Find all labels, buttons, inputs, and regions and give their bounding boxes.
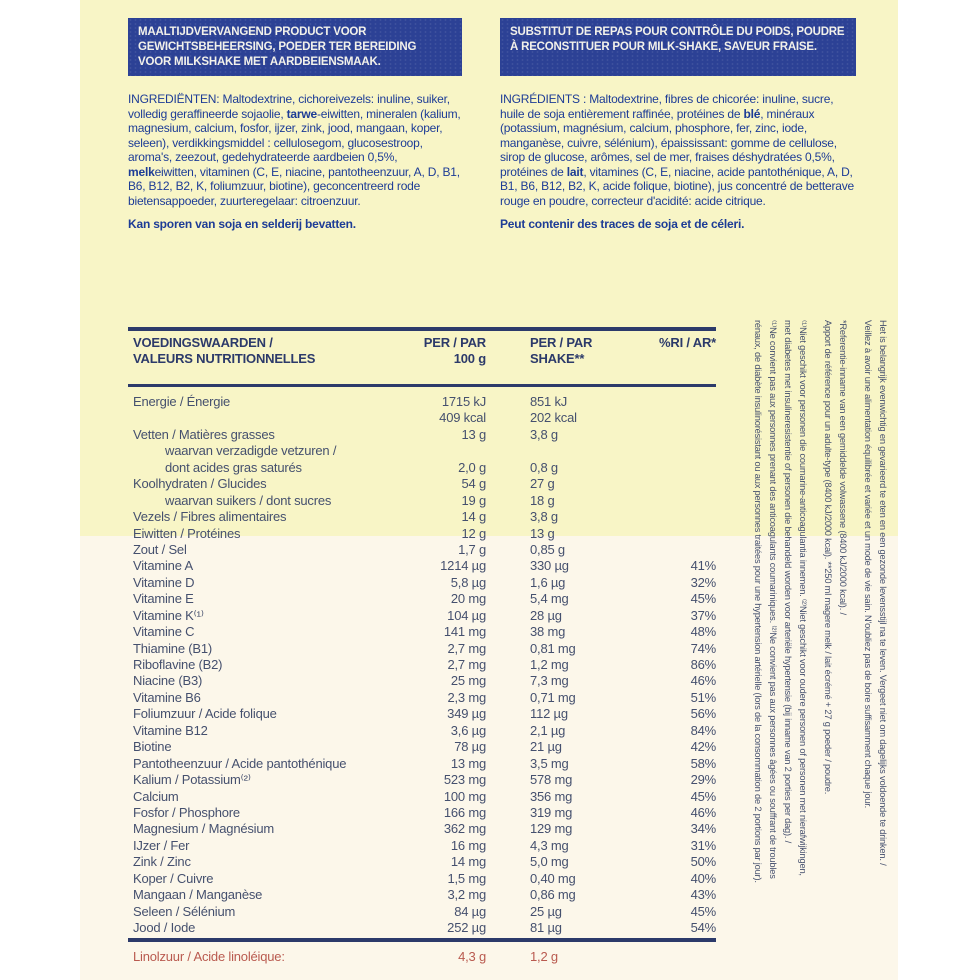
table-cell-lab: Vitamine B6 bbox=[133, 689, 201, 705]
table-cell-vri: 37% bbox=[690, 607, 716, 623]
table-row bbox=[128, 443, 716, 459]
table-cell-lab: Foliumzuur / Acide folique bbox=[133, 706, 277, 722]
table-title-nl: VOEDINGSWAARDEN / bbox=[133, 335, 273, 350]
table-cell-vri bbox=[128, 394, 716, 410]
table-cell-lab: Jood / Iode bbox=[133, 920, 196, 935]
table-cell-vri: 74% bbox=[690, 640, 716, 656]
side-note-line: Apport de référence pour un adulte-type (8400 kJ/2000 kcal). **250 ml magere melk / lait écrémé + 27 g poeder / poudre. bbox=[823, 320, 833, 795]
table-cell-vshk: 0,81 mg bbox=[530, 640, 576, 656]
table-row bbox=[128, 920, 716, 936]
table-cell-vri: 32% bbox=[690, 574, 716, 590]
table-cell-vshk: 27 g bbox=[530, 476, 555, 492]
table-cell-lab: Niacine (B3) bbox=[133, 673, 203, 689]
table-cell-lab: Vitamine E bbox=[133, 591, 194, 607]
ingredients-nl bbox=[128, 92, 466, 232]
table-cell-v100: 2,7 mg bbox=[447, 657, 486, 672]
ingredients-fr-text: INGRÉDIENTS : Maltodextrine, fibres de chicorée: inuline, sucre, huile de soja entièrement raffinée, protéines de blé, minéraux (potassium, magnésium, calcium, phosphore, fer, zinc, iode, manganèse, cuivre, sélénium), épaississant: gomme de cellulose, sirop de glucose, arômes, sel de mer, fraises déshydratées 0,5%, protéines de lait, vitamines (C, E, niacine, acide pantothénique, A, D, B1, B6, B12, B2, K, acide folique, biotine), jus concentré de betterave rouge en poudre, correcteur d'acidité: acide citrique. bbox=[500, 92, 855, 208]
table-cell-lab: Vitamine K⁽¹⁾ bbox=[133, 607, 204, 623]
table-cell-vshk: 7,3 mg bbox=[530, 673, 569, 689]
table-cell-lab: Vitamine D bbox=[133, 574, 195, 590]
column-header-ri: %RI / AR* bbox=[659, 335, 716, 350]
table-cell-vri bbox=[128, 460, 716, 476]
table-cell-vri: 34% bbox=[690, 821, 716, 837]
table-row bbox=[128, 394, 716, 410]
table-cell-vshk: 1,2 mg bbox=[530, 657, 569, 672]
table-row bbox=[128, 706, 716, 722]
table-row bbox=[128, 673, 716, 689]
table-cell-v100: 104 µg bbox=[447, 607, 486, 623]
table-cell-vshk: 202 kcal bbox=[530, 410, 577, 426]
table-row bbox=[128, 887, 716, 903]
table-cell-vri: 48% bbox=[690, 624, 716, 640]
table-row bbox=[128, 509, 716, 525]
claim-box-nl: MAALTIJDVERVANGEND PRODUCT VOOR GEWICHTSBEHEERSING, POEDER TER BEREIDING VOOR MILKSHAKE MET AARDBEIENSMAAK. bbox=[128, 18, 462, 76]
table-cell-lab: Fosfor / Phosphore bbox=[133, 804, 240, 820]
table-cell-lab: Thiamine (B1) bbox=[133, 640, 213, 656]
table-cell-vri: 45% bbox=[690, 788, 716, 804]
table-cell-vshk: 3,8 g bbox=[530, 509, 558, 525]
table-cell-vri: 84% bbox=[690, 722, 716, 738]
table-row bbox=[128, 493, 716, 509]
table-cell-lab: Zout / Sel bbox=[133, 541, 187, 557]
table-rule-middle bbox=[128, 384, 716, 387]
table-cell-vri: 54% bbox=[690, 920, 716, 935]
table-row bbox=[128, 756, 716, 772]
table-cell-vri: 46% bbox=[690, 804, 716, 820]
allergen-nl: Kan sporen van soja en selderij bevatten. bbox=[128, 217, 356, 231]
side-note-line: met diabetes met insulineresistentie of personen die behandeld worden voor arteriële hypertensie (bij inname van 2 porties per dag). / bbox=[783, 320, 793, 844]
table-cell-vri: 41% bbox=[690, 558, 716, 574]
table-cell-vri: 40% bbox=[690, 870, 716, 886]
table-rule-top bbox=[128, 327, 716, 331]
table-row bbox=[128, 871, 716, 887]
table-cell-vri bbox=[128, 410, 716, 426]
side-note-line: *Referentie-inname van een gemiddelde volwassene (8400 kJ/2000 kcal). / bbox=[838, 320, 848, 615]
table-cell-vshk: 5,4 mg bbox=[530, 591, 569, 607]
table-cell-lab: Vitamine B12 bbox=[133, 722, 208, 738]
table-cell-v100: 362 mg bbox=[443, 821, 486, 837]
table-cell-vshk: 112 µg bbox=[530, 706, 568, 722]
table-cell-lab: Mangaan / Manganèse bbox=[133, 887, 263, 903]
table-row bbox=[128, 575, 716, 591]
table-row bbox=[128, 838, 716, 854]
table-cell-vshk: 3,8 g bbox=[530, 426, 558, 442]
table-row bbox=[128, 558, 716, 574]
table-cell-lab: Energie / Énergie bbox=[133, 394, 231, 409]
table-cell-vri: 45% bbox=[690, 903, 716, 919]
table-cell-lab: Koolhydraten / Glucides bbox=[133, 476, 267, 492]
table-cell-vri: 45% bbox=[690, 591, 716, 607]
table-cell-vshk: 129 mg bbox=[530, 821, 573, 837]
table-cell-vshk: 38 mg bbox=[530, 624, 566, 640]
table-cell-v100: 14 g bbox=[461, 509, 486, 525]
table-cell-lab: dont acides gras saturés bbox=[165, 459, 302, 475]
table-cell-v100: 166 mg bbox=[443, 804, 486, 820]
table-row bbox=[128, 410, 716, 426]
table-cell-v100: 1214 µg bbox=[440, 558, 486, 574]
table-cell-v100: 1715 kJ bbox=[441, 394, 486, 409]
table-row bbox=[128, 657, 716, 673]
table-cell-vshk: 81 µg bbox=[530, 920, 562, 935]
table-cell-vri: 42% bbox=[690, 739, 716, 755]
shake-line2: SHAKE** bbox=[530, 351, 585, 366]
table-cell-v100: 349 µg bbox=[447, 706, 486, 722]
table-cell-lab: Magnesium / Magnésium bbox=[133, 821, 275, 837]
table-cell-vri: 46% bbox=[690, 673, 716, 689]
table-cell-lab: Zink / Zinc bbox=[133, 854, 191, 870]
table-cell-lab: Biotine bbox=[133, 739, 172, 755]
table-rule-bottom bbox=[128, 938, 716, 942]
table-cell-lab: Vezels / Fibres alimentaires bbox=[133, 509, 287, 525]
table-cell-vshk: 0,40 mg bbox=[530, 870, 576, 886]
side-note-line: ⁽¹⁾Niet geschikt voor personen die coumarine-anticoagulantia innemen. ⁽²⁾Niet geschikt voor oudere personen of personen met nierafwijkingen, bbox=[798, 320, 808, 876]
side-note-line: Het is belangrijk evenwichtig en gevarieerd te eten en een gezonde levensstijl na te leven. Vergeet niet om dagelijks voldoende te drinken. / bbox=[878, 320, 888, 866]
table-cell-lab: Calcium bbox=[133, 788, 179, 804]
table-cell-v100: 1,5 mg bbox=[447, 870, 486, 886]
table-cell-v100: 100 mg bbox=[443, 788, 486, 804]
table-cell-v100: 12 g bbox=[461, 525, 486, 541]
claim-box-fr: SUBSTITUT DE REPAS POUR CONTRÔLE DU POIDS, POUDRE À RECONSTITUER POUR MILK-SHAKE, SAVEUR FRAISE. bbox=[500, 18, 856, 76]
table-row bbox=[128, 427, 716, 443]
table-cell-vri: 86% bbox=[690, 657, 716, 672]
table-cell-vshk: 13 g bbox=[530, 525, 555, 541]
table-cell-lab: waarvan suikers / dont sucres bbox=[165, 492, 332, 508]
table-cell-lab: Koper / Cuivre bbox=[133, 870, 214, 886]
table-cell-vri bbox=[128, 476, 716, 492]
table-cell-lab: Vetten / Matières grasses bbox=[133, 426, 275, 442]
table-cell-v100: 2,3 mg bbox=[447, 689, 486, 705]
table-cell-vri bbox=[128, 542, 716, 558]
table-cell-lab: Riboflavine (B2) bbox=[133, 657, 223, 672]
linoleic-shake: 1,2 g bbox=[530, 949, 558, 964]
linoleic-label: Linolzuur / Acide linoléique: bbox=[133, 949, 285, 964]
table-header bbox=[128, 335, 716, 375]
table-cell-vri bbox=[128, 427, 716, 443]
table-cell-v100: 1,7 g bbox=[458, 541, 486, 557]
table-cell-v100: 19 g bbox=[461, 492, 486, 508]
table-cell-vshk: 0,8 g bbox=[530, 459, 558, 475]
ingredients-fr bbox=[500, 92, 860, 232]
side-note-line: ⁽¹⁾Ne convient pas aux personnes prenant des anticoagulants coumariniques. ⁽²⁾Ne convient pas aux personnes âgées ou souffrant de troubles bbox=[768, 320, 778, 879]
table-cell-vri bbox=[128, 526, 716, 542]
table-cell-v100: 25 mg bbox=[450, 673, 486, 689]
table-cell-v100: 78 µg bbox=[454, 739, 486, 755]
side-note-line: rénaux, de diabète insulinorésistant ou aux personnes traitées pour une hypertension artérielle (lors de la consommation de 2 portions par jour). bbox=[753, 320, 763, 883]
table-cell-lab: Vitamine A bbox=[133, 558, 193, 574]
shake-line1: PER / PAR bbox=[530, 335, 593, 350]
table-cell-lab: Eiwitten / Protéines bbox=[133, 525, 241, 541]
table-cell-v100: 5,8 µg bbox=[450, 574, 486, 590]
table-cell-vri bbox=[128, 509, 716, 525]
table-cell-vri bbox=[128, 493, 716, 509]
table-title-fr: VALEURS NUTRITIONNELLES bbox=[133, 351, 316, 366]
table-cell-lab: waarvan verzadigde vetzuren / bbox=[165, 443, 337, 459]
ingredients-nl-text: INGREDIËNTEN: Maltodextrine, cichoreivezels: inuline, suiker, volledig geraffineerde sojaolie, tarwe-eiwitten, mineralen (kalium, magnesium, calcium, fosfor, ijzer, zink, jood, mangaan, koper, seleen), verdikkingsmiddel : cellulosegom, glucosestroop, aroma's, zeezout, gedehydrateerde aardbeien 0,5%, melkeiwitten, vitaminen (C, E, niacine, pantotheenzuur, A, D, B1, B6, B12, B2, K, foliumzuur, biotine), geconcentreerd rode bietensappoeder, zuurteregelaar: citroenzuur. bbox=[128, 92, 461, 208]
table-cell-v100: 3,2 mg bbox=[447, 887, 486, 903]
table-cell-vri: 51% bbox=[690, 689, 716, 705]
table-cell-v100: 84 µg bbox=[454, 903, 486, 919]
table-cell-v100: 16 mg bbox=[450, 837, 486, 853]
table-row bbox=[128, 904, 716, 920]
table-cell-lab: Kalium / Potassium⁽²⁾ bbox=[133, 772, 251, 788]
table-cell-vri: 50% bbox=[690, 854, 716, 870]
table-row bbox=[128, 723, 716, 739]
table-row bbox=[128, 641, 716, 657]
table-row bbox=[128, 608, 716, 624]
table-cell-vshk: 18 g bbox=[530, 492, 555, 508]
table-row bbox=[128, 591, 716, 607]
table-cell-vshk: 851 kJ bbox=[530, 394, 568, 409]
table-cell-vshk: 330 µg bbox=[530, 558, 569, 574]
nutrition-rows bbox=[128, 394, 716, 936]
table-cell-vri: 43% bbox=[690, 887, 716, 903]
table-cell-vri: 29% bbox=[690, 772, 716, 788]
table-cell-vri: 56% bbox=[690, 706, 716, 722]
table-cell-vshk: 0,71 mg bbox=[530, 689, 576, 705]
table-cell-vshk: 1,6 µg bbox=[530, 574, 566, 590]
table-cell-v100: 2,7 mg bbox=[447, 640, 486, 656]
linoleic-row bbox=[128, 948, 716, 965]
table-cell-v100: 523 mg bbox=[443, 772, 486, 788]
table-cell-vshk: 319 mg bbox=[530, 804, 573, 820]
table-row bbox=[128, 805, 716, 821]
table-cell-vshk: 28 µg bbox=[530, 607, 562, 623]
table-cell-v100: 409 kcal bbox=[439, 410, 486, 426]
table-cell-vshk: 4,3 mg bbox=[530, 837, 569, 853]
table-cell-vri: 31% bbox=[690, 837, 716, 853]
table-cell-v100: 3,6 µg bbox=[450, 722, 486, 738]
table-row bbox=[128, 821, 716, 837]
table-cell-v100: 141 mg bbox=[443, 624, 486, 640]
table-row bbox=[128, 476, 716, 492]
table-cell-lab: Seleen / Sélénium bbox=[133, 903, 236, 919]
table-cell-v100: 2,0 g bbox=[458, 459, 486, 475]
table-cell-lab: IJzer / Fer bbox=[133, 837, 190, 853]
table-cell-vri bbox=[128, 443, 716, 459]
allergen-fr: Peut contenir des traces de soja et de céleri. bbox=[500, 217, 745, 231]
table-cell-lab: Pantotheenzuur / Acide pantothénique bbox=[133, 755, 347, 771]
table-cell-v100: 20 mg bbox=[450, 591, 486, 607]
per100-line2: 100 g bbox=[453, 351, 486, 366]
table-cell-vshk: 0,85 g bbox=[530, 541, 565, 557]
table-cell-vri: 58% bbox=[690, 755, 716, 771]
table-cell-vshk: 5,0 mg bbox=[530, 854, 569, 870]
table-row bbox=[128, 542, 716, 558]
table-row bbox=[128, 690, 716, 706]
side-note-line: Veillez à avoir une alimentation équilibrée et variée et un mode de vie sain. N'oubliez pas de boire suffisamment chaque jour. bbox=[863, 320, 873, 809]
table-cell-vshk: 578 mg bbox=[530, 772, 573, 788]
table-cell-lab: Vitamine C bbox=[133, 624, 195, 640]
table-row bbox=[128, 624, 716, 640]
table-cell-v100: 54 g bbox=[461, 476, 486, 492]
linoleic-per100: 4,3 g bbox=[458, 949, 486, 964]
table-cell-vshk: 21 µg bbox=[530, 739, 562, 755]
table-cell-vshk: 25 µg bbox=[530, 903, 562, 919]
table-row bbox=[128, 772, 716, 788]
table-row bbox=[128, 789, 716, 805]
table-cell-vshk: 2,1 µg bbox=[530, 722, 566, 738]
table-row bbox=[128, 739, 716, 755]
side-notes bbox=[732, 320, 890, 972]
table-row bbox=[128, 460, 716, 476]
table-cell-v100: 252 µg bbox=[447, 920, 486, 935]
table-cell-vshk: 356 mg bbox=[530, 788, 573, 804]
table-row bbox=[128, 854, 716, 870]
table-cell-v100: 14 mg bbox=[450, 854, 486, 870]
table-row bbox=[128, 526, 716, 542]
table-cell-vshk: 3,5 mg bbox=[530, 755, 569, 771]
table-cell-v100: 13 mg bbox=[450, 755, 486, 771]
table-cell-vshk: 0,86 mg bbox=[530, 887, 576, 903]
per100-line1: PER / PAR bbox=[423, 335, 486, 350]
table-cell-v100: 13 g bbox=[461, 426, 486, 442]
